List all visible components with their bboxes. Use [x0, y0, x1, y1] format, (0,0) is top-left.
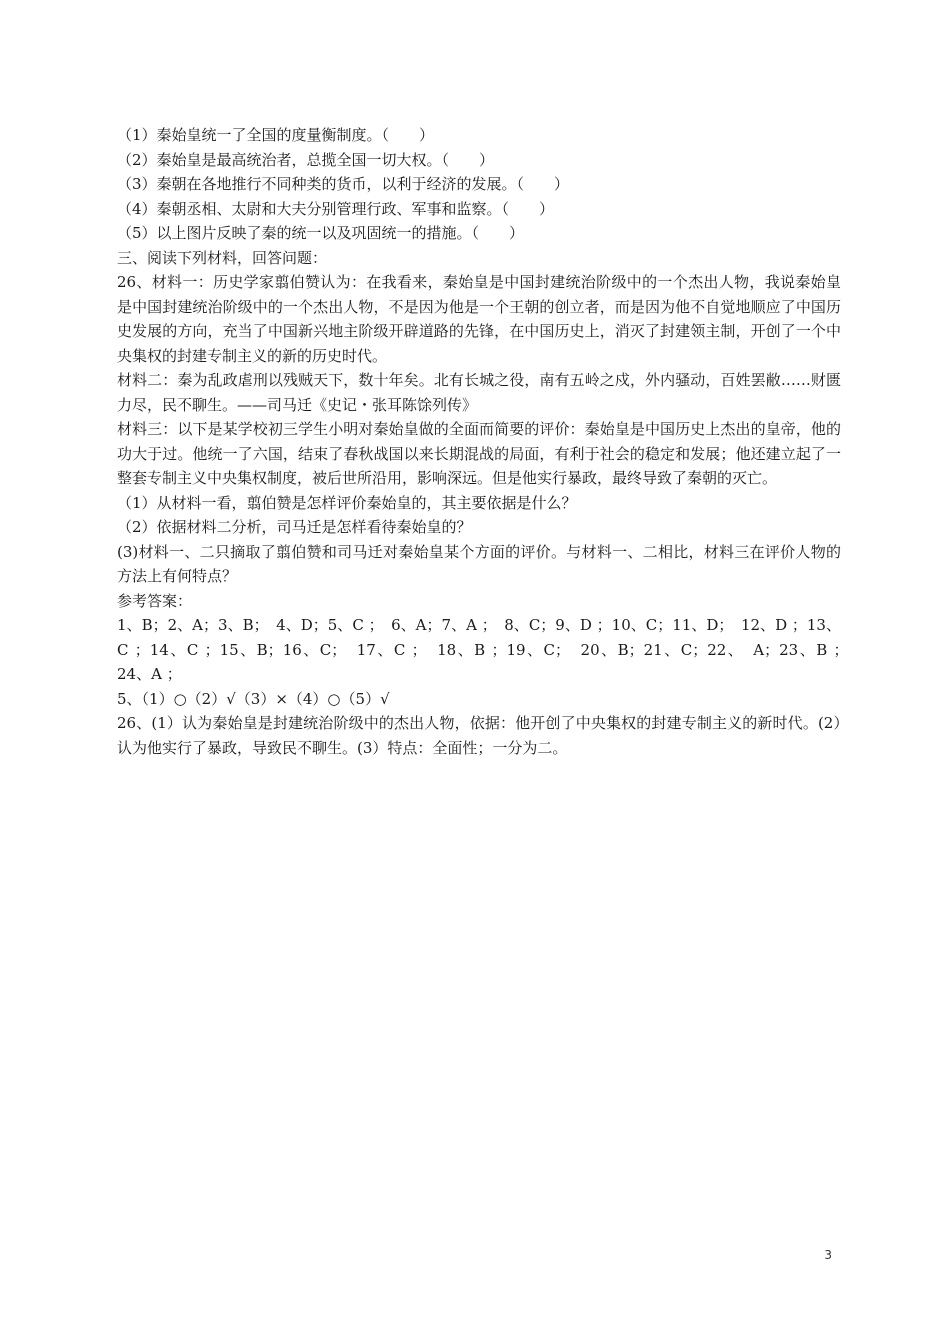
answers-choice: 1、B；2、A；3、B； 4、D；5、C ； 6、A；7、A ； 8、C；9、D ；10、C；11、D； 12、D ；13、C ；14、C ；15、B；16、C； 17、C ； 18、B ；19、C； 20、B；21、C；22、 A；23、B ； 24、A ；	[117, 616, 857, 683]
section-heading: 三、阅读下列材料，回答问题：	[117, 248, 328, 267]
sub-question-2: （2）依据材料二分析，司马迁是怎样看待秦始皇的？	[117, 518, 472, 536]
sub-question-1: （1）从材料一看，翦伯赞是怎样评价秦始皇的，其主要依据是什么？	[117, 493, 577, 512]
material-two: 材料二：秦为乱政虐刑以残贼天下，数十年矣。北有长城之役，南有五岭之戍，外内骚动，百姓罢敝……财匮力尽，民不聊生。——司马迁《史记・张耳陈馀列传》	[117, 371, 841, 414]
answers-question-5: 5、（1）○（2）√（3）×（4）○（5）√	[117, 689, 390, 708]
question-5: （5）以上图片反映了秦的统一以及巩固统一的措施。（ ）	[117, 224, 525, 242]
question-4: （4）秦朝丞相、太尉和大夫分别管理行政、军事和监察。（ ）	[117, 199, 555, 218]
material-three: 材料三：以下是某学校初三学生小明对秦始皇做的全面而简要的评价：秦始皇是中国历史上杰出的皇帝，他的功大于过。他统一了六国，结束了春秋战国以来长期混战的局面，有利于社会的稳定和发展；他还建立起了一整套专制主义中央集权制度，被后世所沿用，影响深远。但是他实行暴政，最终导致了秦朝的灭亡。	[117, 420, 841, 487]
question-2: （2）秦始皇是最高统治者，总揽全国一切大权。（ ）	[117, 150, 495, 169]
question-3: （3）秦朝在各地推行不同种类的货币，以利于经济的发展。（ ）	[117, 175, 570, 193]
answers-question-26: 26、(1）认为秦始皇是封建统治阶级中的杰出人物，依据：他开创了中央集权的封建专制主义的新时代。(2）认为他实行了暴政，导致民不聊生。(3）特点：全面性；一分为二。	[117, 714, 841, 757]
question-1: （1）秦始皇统一了全国的度量衡制度。（ ）	[117, 126, 435, 144]
page-number: 3	[824, 1248, 832, 1262]
answers-heading: 参考答案：	[117, 591, 193, 610]
material-one: 26、材料一：历史学家翦伯赞认为：在我看来，秦始皇是中国封建统治阶级中的一个杰出人物，我说秦始皇是中国封建统治阶级中的一个杰出人物，不是因为他是一个王朝的创立者，而是因为他不自觉地顺应了中国历史发展的方向，充当了中国新兴地主阶级开辟道路的先锋，在中国历史上，消灭了封建领主制，开创了一个中央集权的封建专制主义的新的历史时代。	[117, 273, 841, 365]
sub-question-3: (3)材料一、二只摘取了翦伯赞和司马迁对秦始皇某个方面的评价。与材料一、二相比，材料三在评价人物的方法上有何特点？	[117, 542, 841, 585]
page-content	[117, 123, 857, 760]
